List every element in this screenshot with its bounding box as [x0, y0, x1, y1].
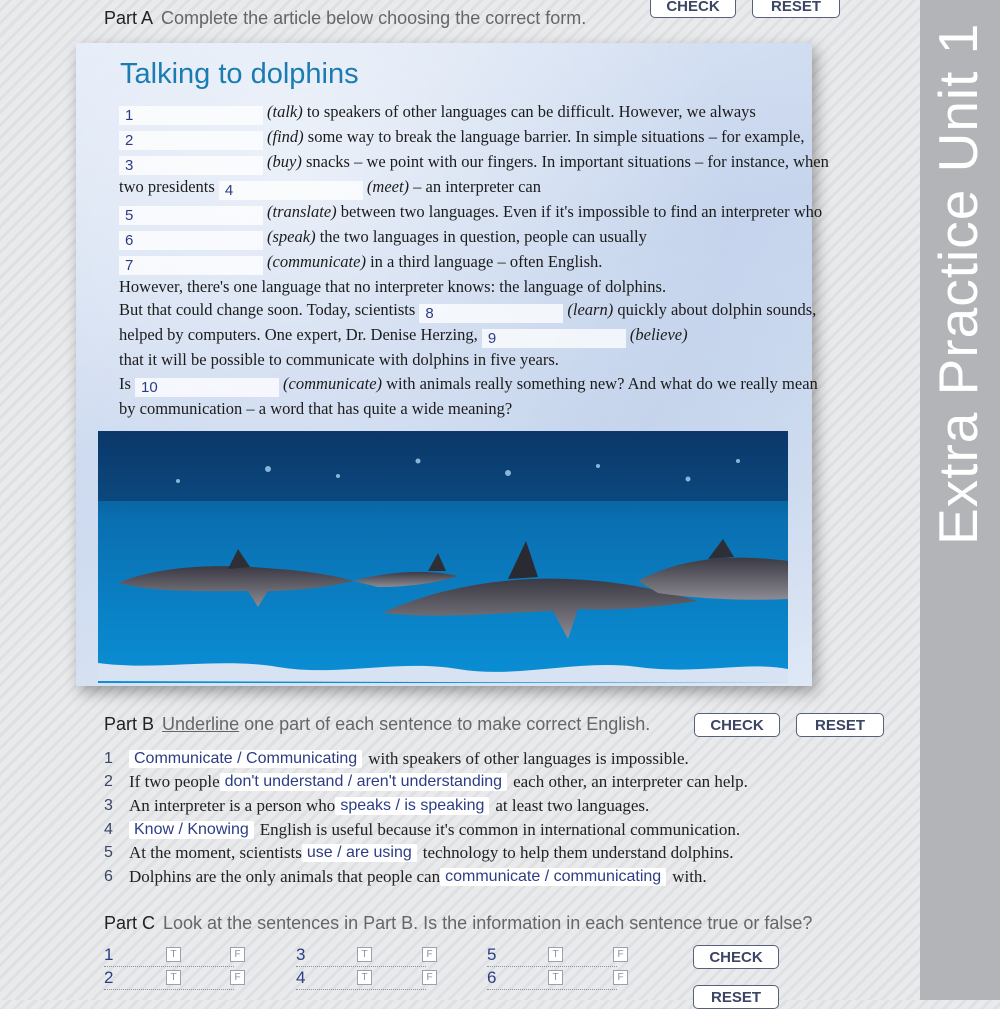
unit-title: Extra Practice Unit 1 [927, 22, 989, 545]
hint-6: (speak) [267, 227, 316, 246]
gap-input-2[interactable]: 2 [119, 131, 263, 150]
part-a-heading [104, 8, 586, 29]
part-b-instruction: one part of each sentence to make correct English. [239, 714, 651, 734]
sentence-pre: An interpreter is a person who [129, 795, 336, 815]
part-b-sentence-list [104, 747, 748, 889]
sentence-number: 1 [104, 749, 113, 767]
part-b-check-button[interactable]: CHECK [694, 713, 780, 737]
hint-3: (buy) [267, 152, 302, 171]
hint-10: (communicate) [283, 373, 383, 393]
part-c-item-6: 6 [487, 968, 617, 990]
sentence-post: technology to help them understand dolphins. [422, 843, 734, 863]
sentence-options[interactable]: communicate / communicating [440, 868, 666, 886]
true-checkbox-6[interactable]: T [548, 970, 563, 985]
true-checkbox-5[interactable]: T [548, 947, 563, 962]
true-checkbox-2[interactable]: T [166, 970, 181, 985]
sentence-number: 3 [104, 796, 113, 814]
part-c-instruction: Look at the sentences in Part B. Is the information in each sentence true or false? [163, 913, 813, 933]
sentence-post: English is useful because it's common in international communication. [259, 819, 741, 839]
hint-4: (meet) [366, 177, 410, 196]
hint-5: (translate) [267, 202, 337, 221]
article-paragraph-2: However, there's one language that no interpreter knows: the language of dolphins. [119, 277, 667, 296]
article-text-8: quickly about dolphin sounds, helped by computers. One expert, Dr. Denise Herzing, [119, 300, 817, 345]
part-b-sentence-4 [104, 818, 748, 842]
sentence-number: 2 [104, 773, 113, 791]
part-a-reset-button[interactable]: RESET [752, 0, 840, 18]
hint-9: (believe) [629, 325, 688, 345]
true-checkbox-1[interactable]: T [166, 947, 181, 962]
article-title: Talking to dolphins [120, 58, 359, 90]
false-checkbox-6[interactable]: F [613, 970, 628, 985]
article-text-7: in a third language – often English. [365, 252, 603, 271]
part-c-item-4: 4 [296, 968, 426, 990]
part-b-sentence-2 [104, 771, 748, 795]
sentence-options[interactable]: Communicate / Communicating [129, 750, 362, 768]
part-b-label: Part B [104, 714, 155, 734]
part-c-reset-button[interactable]: RESET [693, 985, 779, 1009]
part-c-item-2: 2 [104, 968, 234, 990]
gap-input-6[interactable]: 6 [119, 231, 263, 250]
part-c-label: Part C [104, 913, 156, 933]
article-text-5: between two languages. Even if it's impossible to find an interpreter who [336, 202, 823, 221]
part-b-instruction-underline: Underline [162, 714, 240, 734]
article-text-10-lead: Is [119, 373, 136, 393]
hint-1: (talk) [267, 102, 303, 121]
sentence-pre: If two people [129, 772, 220, 792]
sentence-options[interactable]: use / are using [302, 844, 417, 862]
sentence-options[interactable]: Know / Knowing [129, 821, 254, 839]
article-text-6: the two languages in question, people can usually [315, 227, 647, 246]
sentence-post: with. [672, 866, 707, 886]
article-text-3: snacks – we point with our fingers. In important situations – for instance, when two presidents [119, 152, 829, 196]
article-text-4: – an interpreter can [409, 177, 541, 196]
false-checkbox-4[interactable]: F [422, 970, 437, 985]
part-b-reset-button[interactable]: RESET [796, 713, 884, 737]
hint-8: (learn) [567, 300, 614, 320]
gap-input-7[interactable]: 7 [119, 256, 263, 275]
gap-input-4[interactable]: 4 [219, 181, 363, 200]
part-a-check-button[interactable]: CHECK [650, 0, 736, 18]
false-checkbox-1[interactable]: F [230, 947, 245, 962]
sentence-options[interactable]: don't understand / aren't understanding [220, 773, 507, 791]
false-checkbox-5[interactable]: F [613, 947, 628, 962]
true-checkbox-4[interactable]: T [357, 970, 372, 985]
part-a-instruction: Complete the article below choosing the correct form. [161, 8, 587, 28]
article-text-2: some way to break the language barrier. In simple situations – for example, [303, 127, 805, 146]
part-c-item-5: 5 [487, 945, 617, 967]
part-c-item-3: 3 [296, 945, 426, 967]
article-text-10: with animals really something new? And what do we really mean by communication – a word that has quite a wide meaning? [119, 373, 818, 418]
sentence-post: at least two languages. [495, 795, 650, 815]
true-checkbox-3[interactable]: T [357, 947, 372, 962]
part-b-sentence-1 [104, 747, 748, 771]
sentence-options[interactable]: speaks / is speaking [335, 797, 489, 815]
gap-input-10[interactable]: 10 [135, 378, 279, 397]
sentence-number: 5 [104, 844, 113, 862]
gap-input-3[interactable]: 3 [119, 156, 263, 175]
sentence-number: 4 [104, 820, 113, 838]
hint-2: (find) [267, 127, 304, 146]
part-b-sentence-6 [104, 865, 748, 889]
part-c-check-button[interactable]: CHECK [693, 945, 779, 969]
gap-input-8[interactable]: 8 [419, 304, 563, 323]
gap-input-9[interactable]: 9 [482, 329, 626, 348]
sentence-post: each other, an interpreter can help. [513, 772, 748, 792]
part-a-label: Part A [104, 8, 154, 28]
hint-7: (communicate) [267, 252, 366, 271]
dolphins-photo [98, 431, 788, 683]
false-checkbox-2[interactable]: F [230, 970, 245, 985]
part-b-sentence-3 [104, 794, 748, 818]
part-c-item-1: 1 [104, 945, 234, 967]
article-text-9: that it will be possible to communicate with dolphins in five years. [119, 350, 559, 370]
sentence-number: 6 [104, 867, 113, 885]
article-text-1: to speakers of other languages can be difficult. However, we always [302, 102, 756, 121]
article-text-8-lead: But that could change soon. Today, scientists [119, 300, 420, 320]
part-b-sentence-5 [104, 841, 748, 865]
article-body [119, 100, 831, 420]
sentence-post: with speakers of other languages is impossible. [368, 748, 689, 768]
part-c-heading [104, 913, 812, 934]
gap-input-1[interactable]: 1 [119, 106, 263, 125]
part-b-heading [104, 714, 650, 735]
article-card [76, 43, 829, 686]
unit-sidebar [920, 0, 1000, 1000]
sentence-pre: At the moment, scientists [129, 843, 302, 863]
gap-input-5[interactable]: 5 [119, 206, 263, 225]
sentence-pre: Dolphins are the only animals that people can [129, 866, 441, 886]
false-checkbox-3[interactable]: F [422, 947, 437, 962]
